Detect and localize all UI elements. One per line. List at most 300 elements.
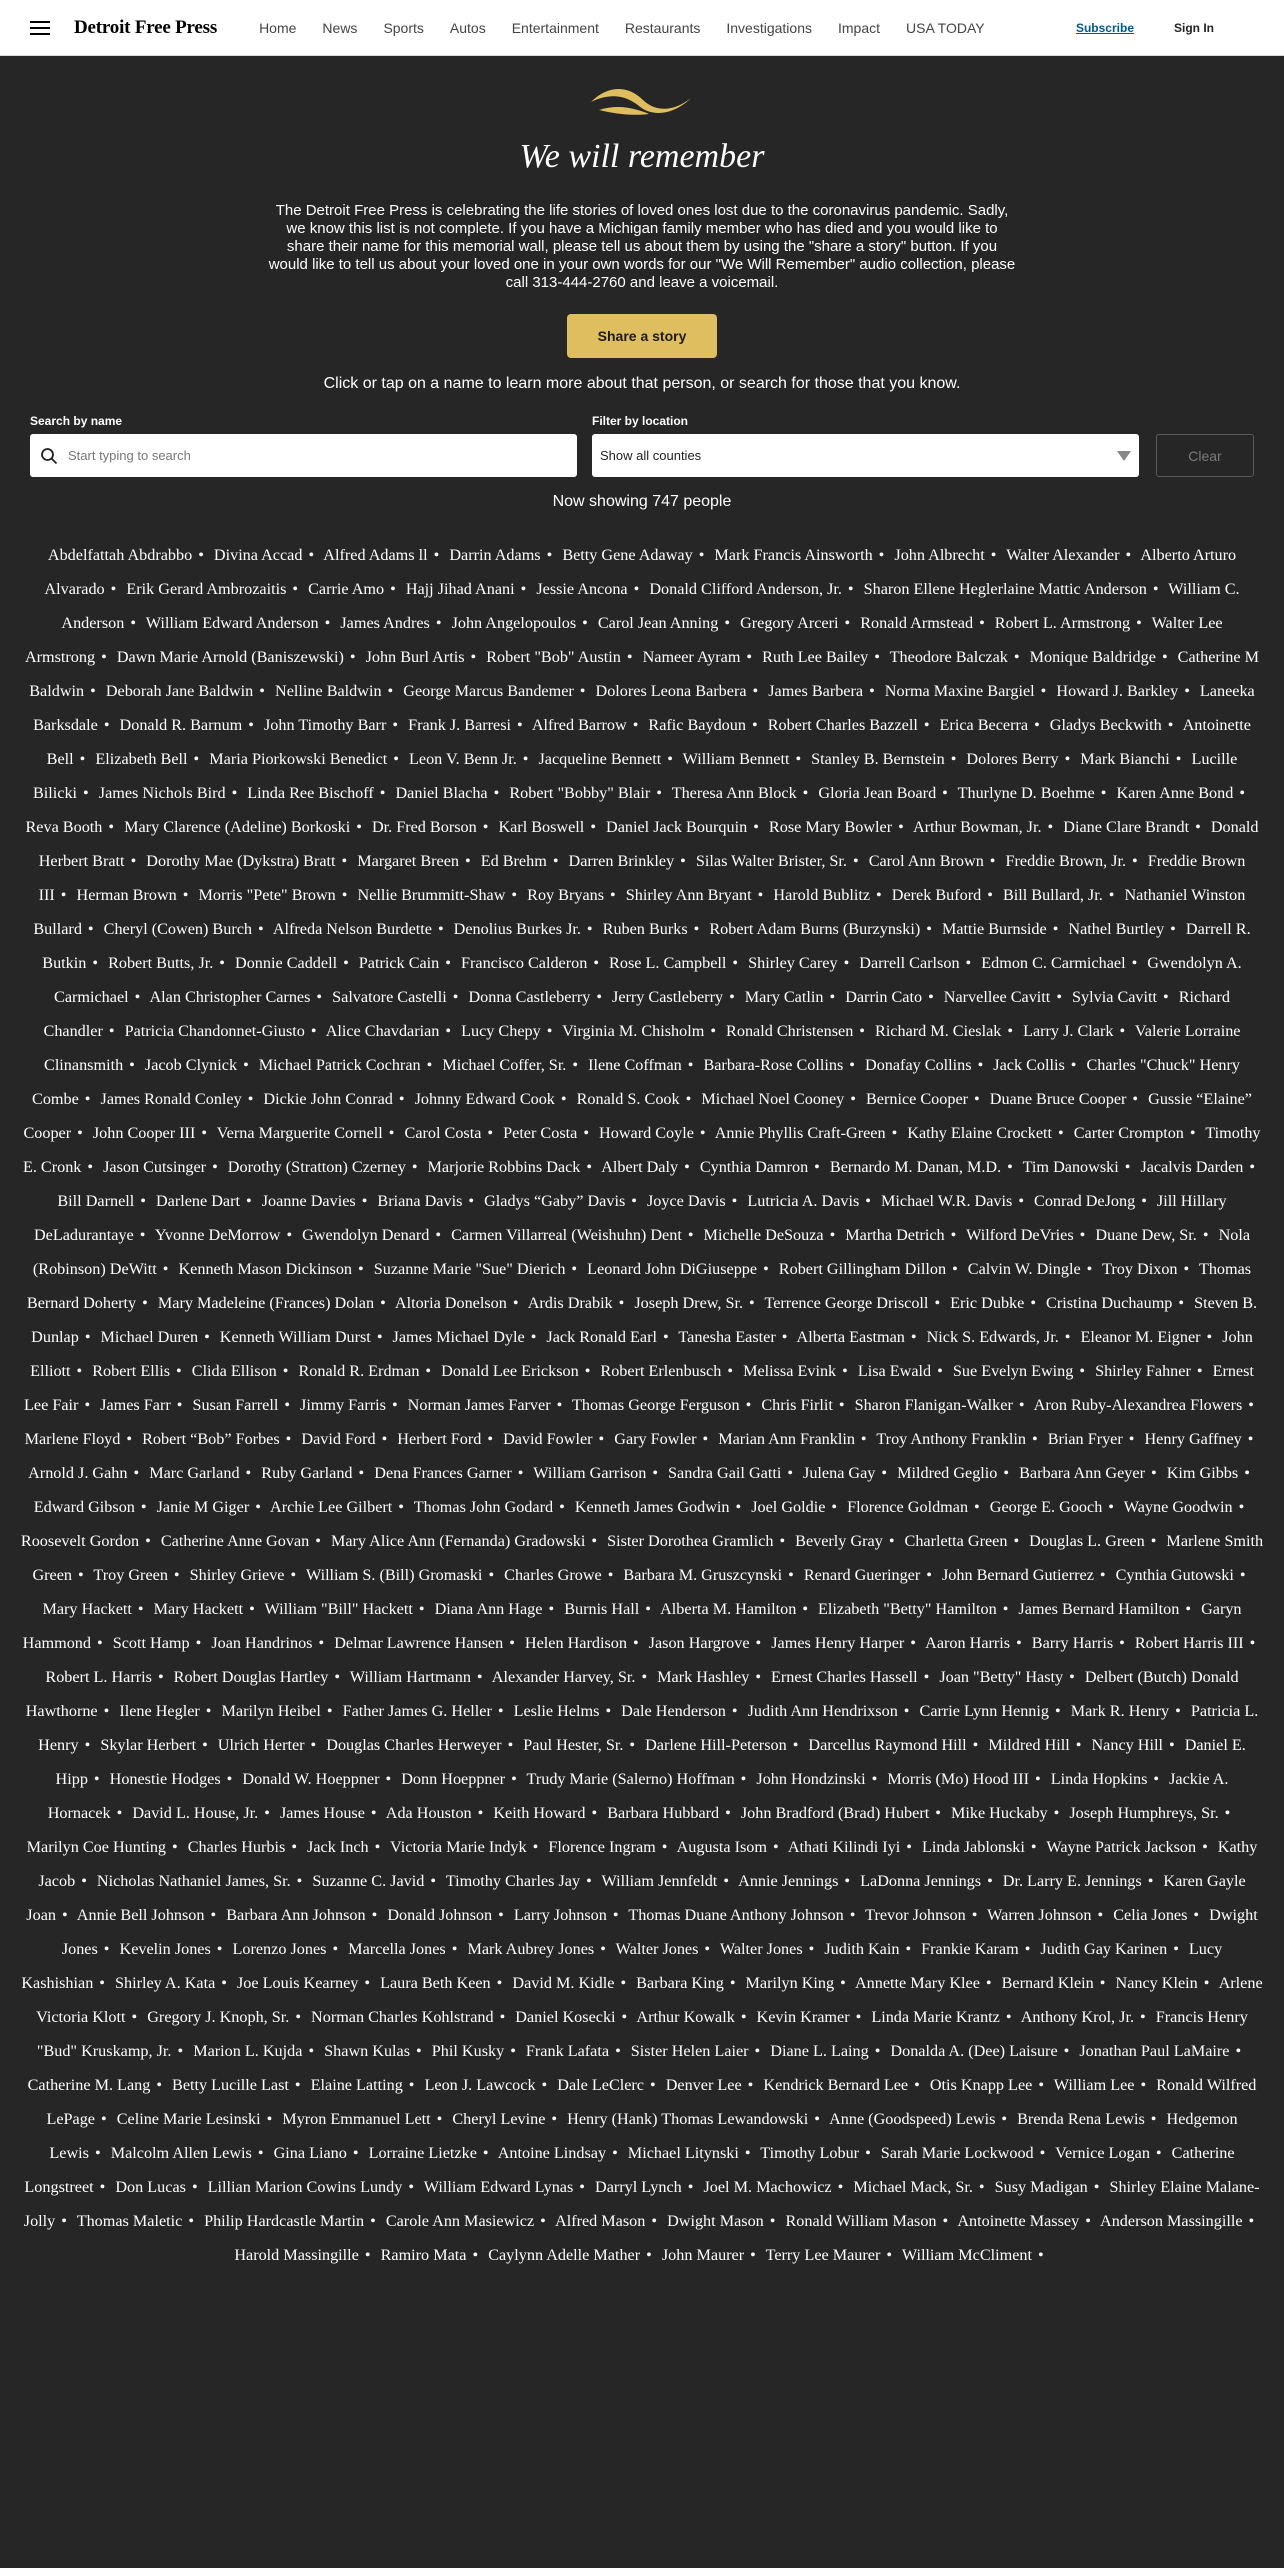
memorial-name[interactable]: Barbara-Rose Collins (703, 1056, 844, 1074)
memorial-name[interactable]: Darrin Adams (449, 546, 541, 564)
memorial-name[interactable]: Michael Mack, Sr. (853, 2178, 973, 2196)
memorial-name[interactable]: Salvatore Castelli (332, 988, 447, 1006)
memorial-name[interactable]: Martha Detrich (845, 1226, 945, 1244)
memorial-name[interactable]: Dolores Berry (966, 750, 1059, 768)
memorial-name[interactable]: Anne (Goodspeed) Lewis (829, 2110, 996, 2128)
memorial-name[interactable]: Don Lucas (115, 2178, 186, 2196)
memorial-name[interactable]: Deborah Jane Baldwin (105, 682, 254, 700)
nav-home[interactable]: Home (259, 19, 297, 36)
memorial-name[interactable]: Linda Ree Bischoff (247, 784, 374, 802)
memorial-name[interactable]: Dawn Marie Arnold (Baniszewski) (116, 648, 344, 666)
memorial-name[interactable]: Douglas L. Green (1029, 1532, 1145, 1550)
memorial-name[interactable]: Walter Jones (615, 1940, 699, 1958)
memorial-name[interactable]: Arthur Bowman, Jr. (912, 818, 1042, 836)
memorial-name[interactable]: Darrin Cato (845, 988, 923, 1006)
memorial-name[interactable]: Aron Ruby-Alexandrea Flowers (1033, 1396, 1243, 1414)
memorial-name[interactable]: Cristina Duchaump (1046, 1294, 1173, 1312)
memorial-name[interactable]: David Fowler (503, 1430, 593, 1448)
memorial-name[interactable]: Donald R. Barnum (119, 716, 243, 734)
memorial-name[interactable]: Carol Jean Anning (597, 614, 719, 632)
memorial-name[interactable]: Karen Anne Bond (1116, 784, 1234, 802)
memorial-name[interactable]: Anthony Krol, Jr. (1020, 2008, 1134, 2026)
memorial-name[interactable]: Nellie Brummitt-Shaw (357, 886, 506, 904)
memorial-name[interactable]: Mary Alice Ann (Fernanda) Gradowski (330, 1532, 586, 1550)
memorial-name[interactable]: Dorothy (Stratton) Czerney (227, 1158, 406, 1176)
memorial-name[interactable]: John Angelopoulos (451, 614, 577, 632)
memorial-name[interactable]: Nelline Baldwin (275, 682, 382, 700)
memorial-name[interactable]: Conrad DeJong (1034, 1192, 1136, 1210)
share-story-button[interactable]: Share a story (567, 314, 717, 358)
memorial-name[interactable]: Donald Lee Erickson (441, 1362, 579, 1380)
memorial-name[interactable]: Edmon C. Carmichael (981, 954, 1126, 972)
memorial-name[interactable]: Burnis Hall (564, 1600, 640, 1618)
memorial-name[interactable]: Robert L. Armstrong (994, 614, 1131, 632)
memorial-name[interactable]: Valerie Lorraine Clinansmith (44, 1022, 1241, 1074)
memorial-name[interactable]: Jack Collis (993, 1056, 1065, 1074)
memorial-name[interactable]: Annie Jennings (738, 1872, 839, 1890)
memorial-name[interactable]: Ed Brehm (480, 852, 547, 870)
memorial-name[interactable]: Ronald Armstead (860, 614, 974, 632)
memorial-name[interactable]: Kendrick Bernard Lee (763, 2076, 909, 2094)
memorial-name[interactable]: Stanley B. Bernstein (811, 750, 945, 768)
memorial-name[interactable]: Sue Evelyn Ewing (952, 1362, 1074, 1380)
memorial-name[interactable]: Gladys “Gaby” Davis (484, 1192, 626, 1210)
memorial-name[interactable]: Ronald William Mason (785, 2212, 937, 2230)
memorial-name[interactable]: Phil Kusky (431, 2042, 505, 2060)
memorial-name[interactable]: Ulrich Herter (217, 1736, 305, 1754)
memorial-name[interactable]: Barry Harris (1031, 1634, 1114, 1652)
memorial-name[interactable]: Nancy Hill (1091, 1736, 1163, 1754)
memorial-name[interactable]: Shirley Grieve (189, 1566, 285, 1584)
memorial-name[interactable]: Robert Ellis (92, 1362, 171, 1380)
memorial-name[interactable]: Leon V. Benn Jr. (409, 750, 517, 768)
memorial-name[interactable]: Henry Gaffney (1144, 1430, 1242, 1448)
memorial-name[interactable]: Peter Costa (503, 1124, 578, 1142)
memorial-name[interactable]: Carrie Amo (308, 580, 385, 598)
search-input[interactable] (68, 448, 548, 463)
memorial-name[interactable]: Gwendolyn A. Carmichael (54, 954, 1242, 1006)
memorial-name[interactable]: William Lee (1053, 2076, 1135, 2094)
memorial-name[interactable]: Robert Charles Bazzell (767, 716, 918, 734)
memorial-name[interactable]: Lucy Chepy (461, 1022, 541, 1040)
memorial-name[interactable]: Nancy Klein (1115, 1974, 1198, 1992)
memorial-name[interactable]: Michael Noel Cooney (701, 1090, 845, 1108)
memorial-name[interactable]: Scott Hamp (112, 1634, 190, 1652)
memorial-name[interactable]: Susan Farrell (192, 1396, 279, 1414)
memorial-name[interactable]: Walter Lee Armstrong (24, 614, 1223, 666)
memorial-name[interactable]: Calvin W. Dingle (967, 1260, 1081, 1278)
memorial-name[interactable]: William Hartmann (349, 1668, 471, 1686)
memorial-name[interactable]: Judith Kain (824, 1940, 900, 1958)
memorial-name[interactable]: Donalda A. (Dee) Laisure (890, 2042, 1058, 2060)
memorial-name[interactable]: Joseph Humphreys, Sr. (1069, 1804, 1219, 1822)
memorial-name[interactable]: Nicholas Nathaniel James, Sr. (96, 1872, 291, 1890)
memorial-name[interactable]: Kenneth William Durst (219, 1328, 371, 1346)
memorial-name[interactable]: Donald Johnson (387, 1906, 493, 1924)
memorial-name[interactable]: James Henry Harper (771, 1634, 905, 1652)
memorial-name[interactable]: Daniel E. Hipp (55, 1736, 1246, 1788)
memorial-name[interactable]: Lorraine Lietzke (368, 2144, 477, 2162)
memorial-name[interactable]: Denver Lee (665, 2076, 742, 2094)
memorial-name[interactable]: Morris (Mo) Hood III (887, 1770, 1029, 1788)
memorial-name[interactable]: Marc Garland (149, 1464, 240, 1482)
memorial-name[interactable]: Ruby Garland (261, 1464, 353, 1482)
memorial-name[interactable]: Gregory Arceri (740, 614, 839, 632)
memorial-name[interactable]: Mary Catlin (744, 988, 824, 1006)
memorial-name[interactable]: Joel Goldie (751, 1498, 826, 1516)
memorial-name[interactable]: Catherine Longstreet (24, 2144, 1235, 2196)
memorial-name[interactable]: Daniel Blacha (395, 784, 488, 802)
memorial-name[interactable]: Donafay Collins (865, 1056, 972, 1074)
memorial-name[interactable]: Antoinette Massey (957, 2212, 1080, 2230)
memorial-name[interactable]: Archie Lee Gilbert (270, 1498, 393, 1516)
memorial-name[interactable]: Wayne Patrick Jackson (1046, 1838, 1197, 1856)
memorial-name[interactable]: Alan Christopher Carnes (149, 988, 311, 1006)
memorial-name[interactable]: Dr. Larry E. Jennings (1002, 1872, 1142, 1890)
memorial-name[interactable]: Tim Danowski (1022, 1158, 1119, 1176)
memorial-name[interactable]: Ronald Wilfred LePage (46, 2076, 1257, 2128)
memorial-name[interactable]: Donald Herbert Bratt (38, 818, 1259, 870)
memorial-name[interactable]: Ramiro Mata (380, 2246, 467, 2264)
memorial-name[interactable]: Janie M Giger (156, 1498, 250, 1516)
memorial-name[interactable]: Timothy Charles Jay (445, 1872, 581, 1890)
memorial-name[interactable]: Mike Huckaby (950, 1804, 1048, 1822)
memorial-name[interactable]: Diana Ann Hage (434, 1600, 543, 1618)
memorial-name[interactable]: Troy Dixon (1102, 1260, 1178, 1278)
memorial-name[interactable]: Ronald Christensen (726, 1022, 854, 1040)
memorial-name[interactable]: George E. Gooch (989, 1498, 1103, 1516)
memorial-name[interactable]: Darryl Lynch (595, 2178, 682, 2196)
memorial-name[interactable]: Larry Johnson (513, 1906, 607, 1924)
memorial-name[interactable]: Helen Hardison (524, 1634, 627, 1652)
memorial-name[interactable]: Carmen Villarreal (Weishuhn) Dent (451, 1226, 682, 1244)
memorial-name[interactable]: Ernest Lee Fair (24, 1362, 1254, 1414)
memorial-name[interactable]: Arthur Kowalk (636, 2008, 735, 2026)
memorial-name[interactable]: Cynthia Gutowski (1115, 1566, 1234, 1584)
memorial-name[interactable]: Erik Gerard Ambrozaitis (126, 580, 287, 598)
memorial-name[interactable]: Mark R. Henry (1070, 1702, 1170, 1720)
memorial-name[interactable]: Francisco Calderon (461, 954, 588, 972)
memorial-name[interactable]: Gina Liano (273, 2144, 347, 2162)
memorial-name[interactable]: Troy Anthony Franklin (876, 1430, 1026, 1448)
memorial-name[interactable]: Kenneth Mason Dickinson (178, 1260, 353, 1278)
memorial-name[interactable]: Frank Lafata (525, 2042, 610, 2060)
memorial-name[interactable]: Marilyn Heibel (221, 1702, 321, 1720)
memorial-name[interactable]: Dolores Leona Barbera (595, 682, 747, 700)
memorial-name[interactable]: Verna Marguerite Cornell (216, 1124, 383, 1142)
memorial-name[interactable]: John Elliott (30, 1328, 1253, 1380)
memorial-name[interactable]: Nick S. Edwards, Jr. (926, 1328, 1059, 1346)
memorial-name[interactable]: Shirley A. Kata (115, 1974, 216, 1992)
memorial-name[interactable]: Joseph Drew, Sr. (634, 1294, 744, 1312)
memorial-name[interactable]: Silas Walter Brister, Sr. (695, 852, 847, 870)
memorial-name[interactable]: Skylar Herbert (100, 1736, 197, 1754)
memorial-name[interactable]: Joan "Betty" Hasty (939, 1668, 1064, 1686)
memorial-name[interactable]: Dwight Mason (667, 2212, 764, 2230)
memorial-name[interactable]: Alberto Arturo Alvarado (44, 546, 1237, 598)
memorial-name[interactable]: Eric Dubke (950, 1294, 1025, 1312)
memorial-name[interactable]: Lisa Ewald (857, 1362, 932, 1380)
memorial-name[interactable]: Bernard Klein (1001, 1974, 1094, 1992)
memorial-name[interactable]: Kim Gibbs (1166, 1464, 1239, 1482)
memorial-name[interactable]: John Maurer (661, 2246, 745, 2264)
memorial-name[interactable]: Jessie Ancona (536, 580, 628, 598)
memorial-name[interactable]: Delbert (Butch) Donald Hawthorne (25, 1668, 1239, 1720)
memorial-name[interactable]: Theodore Balczak (889, 648, 1008, 666)
memorial-name[interactable]: Mark Hashley (657, 1668, 750, 1686)
memorial-name[interactable]: Robert “Bob” Forbes (142, 1430, 280, 1448)
memorial-name[interactable]: Thomas Maletic (76, 2212, 183, 2230)
memorial-name[interactable]: Jimmy Farris (300, 1396, 386, 1414)
memorial-name[interactable]: Kathy Jacob (38, 1838, 1258, 1890)
memorial-name[interactable]: Terrence George Driscoll (764, 1294, 929, 1312)
memorial-name[interactable]: Henry (Hank) Thomas Lewandowski (567, 2110, 809, 2128)
menu-icon[interactable] (30, 21, 50, 35)
memorial-name[interactable]: Jill Hillary DeLadurantaye (33, 1192, 1227, 1244)
memorial-name[interactable]: Narvellee Cavitt (943, 988, 1051, 1006)
memorial-name[interactable]: Sharon Flanigan-Walker (854, 1396, 1013, 1414)
memorial-name[interactable]: Troy Green (93, 1566, 168, 1584)
nav-restaurants[interactable]: Restaurants (624, 19, 701, 36)
memorial-name[interactable]: Shawn Kulas (324, 2042, 411, 2060)
memorial-name[interactable]: Leslie Helms (513, 1702, 600, 1720)
memorial-name[interactable]: Honestie Hodges (109, 1770, 221, 1788)
memorial-name[interactable]: Julena Gay (803, 1464, 876, 1482)
memorial-name[interactable]: Dickie John Conrad (263, 1090, 393, 1108)
memorial-name[interactable]: LaDonna Jennings (860, 1872, 982, 1890)
memorial-name[interactable]: Jack Inch (307, 1838, 369, 1856)
memorial-name[interactable]: Michael Litynski (627, 2144, 739, 2162)
clear-button[interactable]: Clear (1156, 434, 1254, 477)
memorial-name[interactable]: Alexander Harvey, Sr. (491, 1668, 636, 1686)
memorial-name[interactable]: Linda Jablonski (921, 1838, 1025, 1856)
memorial-name[interactable]: Robert Gillingham Dillon (778, 1260, 947, 1278)
memorial-name[interactable]: Arnold J. Gahn (28, 1464, 128, 1482)
memorial-name[interactable]: James House (279, 1804, 365, 1822)
memorial-name[interactable]: Brenda Rena Lewis (1017, 2110, 1145, 2128)
memorial-name[interactable]: Sharon Ellene Heglerlaine Mattic Anderson (863, 580, 1147, 598)
nav-news[interactable]: News (322, 19, 358, 36)
memorial-name[interactable]: Karen Gayle Joan (26, 1872, 1246, 1924)
memorial-name[interactable]: Judith Gay Karinen (1040, 1940, 1168, 1958)
memorial-name[interactable]: Hedgemon Lewis (49, 2110, 1238, 2162)
memorial-name[interactable]: Darlene Hill-Peterson (645, 1736, 787, 1754)
memorial-name[interactable]: Derek Buford (891, 886, 982, 904)
memorial-name[interactable]: Daniel Jack Bourquin (606, 818, 748, 836)
memorial-name[interactable]: Nola (Robinson) DeWitt (32, 1226, 1251, 1278)
memorial-name[interactable]: Sandra Gail Gatti (668, 1464, 782, 1482)
memorial-name[interactable]: Duane Dew, Sr. (1095, 1226, 1197, 1244)
memorial-name[interactable]: Mark Bianchi (1080, 750, 1170, 768)
memorial-name[interactable]: Steven B. Dunlap (31, 1294, 1258, 1346)
memorial-name[interactable]: Robert "Bob" Austin (486, 648, 621, 666)
memorial-name[interactable]: John Hondzinski (756, 1770, 866, 1788)
memorial-name[interactable]: Lucy Kashishian (21, 1940, 1223, 1992)
memorial-name[interactable]: Paul Hester, Sr. (523, 1736, 624, 1754)
memorial-name[interactable]: Ernest Charles Hassell (771, 1668, 918, 1686)
memorial-name[interactable]: James Michael Dyle (392, 1328, 525, 1346)
memorial-name[interactable]: Florence Goldman (847, 1498, 969, 1516)
memorial-name[interactable]: Frankie Karam (921, 1940, 1019, 1958)
memorial-name[interactable]: Gary Fowler (614, 1430, 697, 1448)
memorial-name[interactable]: Gwendolyn Denard (302, 1226, 430, 1244)
memorial-name[interactable]: Johnny Edward Cook (414, 1090, 555, 1108)
memorial-name[interactable]: Gladys Beckwith (1049, 716, 1162, 734)
memorial-name[interactable]: Joanne Davies (261, 1192, 356, 1210)
memorial-name[interactable]: Darcellus Raymond Hill (808, 1736, 967, 1754)
memorial-name[interactable]: James Farr (100, 1396, 171, 1414)
memorial-name[interactable]: Alfred Adams ll (323, 546, 428, 564)
memorial-name[interactable]: Robert Butts, Jr. (108, 954, 214, 972)
memorial-name[interactable]: Dena Frances Garner (374, 1464, 512, 1482)
memorial-name[interactable]: Margaret Breen (357, 852, 459, 870)
memorial-name[interactable]: Dwight Jones (61, 1906, 1258, 1958)
memorial-name[interactable]: Charletta Green (904, 1532, 1008, 1550)
memorial-name[interactable]: Howard Coyle (599, 1124, 694, 1142)
memorial-name[interactable]: Alberta Eastman (796, 1328, 905, 1346)
memorial-name[interactable]: James Nichols Bird (98, 784, 226, 802)
memorial-name[interactable]: Darrell Carlson (859, 954, 960, 972)
memorial-name[interactable]: Athati Kilindi Iyi (787, 1838, 901, 1856)
memorial-name[interactable]: Vernice Logan (1055, 2144, 1150, 2162)
memorial-name[interactable]: Larry J. Clark (1023, 1022, 1114, 1040)
memorial-name[interactable]: Jacalvis Darden (1140, 1158, 1244, 1176)
memorial-name[interactable]: Marlene Floyd (24, 1430, 121, 1448)
memorial-name[interactable]: Denolius Burkes Jr. (453, 920, 581, 938)
nav-investigations[interactable]: Investigations (726, 19, 812, 36)
memorial-name[interactable]: Marilyn Coe Hunting (26, 1838, 167, 1856)
memorial-name[interactable]: Cheryl Levine (452, 2110, 546, 2128)
memorial-name[interactable]: Carol Costa (404, 1124, 482, 1142)
memorial-name[interactable]: Caylynn Adelle Mather (488, 2246, 641, 2264)
memorial-name[interactable]: William Bennett (682, 750, 790, 768)
memorial-name[interactable]: Theresa Ann Block (671, 784, 797, 802)
memorial-name[interactable]: Betty Gene Adaway (562, 546, 693, 564)
memorial-name[interactable]: Marcella Jones (348, 1940, 446, 1958)
memorial-name[interactable]: Erica Becerra (939, 716, 1029, 734)
memorial-name[interactable]: Mary Madeleine (Frances) Dolan (157, 1294, 375, 1312)
memorial-name[interactable]: Celia Jones (1113, 1906, 1188, 1924)
memorial-name[interactable]: Michael W.R. Davis (881, 1192, 1013, 1210)
memorial-name[interactable]: Florence Ingram (548, 1838, 656, 1856)
memorial-name[interactable]: Bernardo M. Danan, M.D. (829, 1158, 1002, 1176)
memorial-name[interactable]: Clida Ellison (191, 1362, 277, 1380)
memorial-name[interactable]: James Ronald Conley (100, 1090, 242, 1108)
memorial-name[interactable]: Carrie Lynn Hennig (919, 1702, 1049, 1720)
memorial-name[interactable]: Wilford DeVries (966, 1226, 1074, 1244)
memorial-name[interactable]: Mildred Geglio (897, 1464, 998, 1482)
memorial-name[interactable]: Leon J. Lawcock (424, 2076, 536, 2094)
memorial-name[interactable]: Timothy Lobur (760, 2144, 860, 2162)
memorial-name[interactable]: Leonard John DiGiuseppe (587, 1260, 758, 1278)
memorial-name[interactable]: Elizabeth Bell (95, 750, 188, 768)
memorial-name[interactable]: Barbara King (636, 1974, 724, 1992)
memorial-name[interactable]: Charles Growe (504, 1566, 602, 1584)
memorial-name[interactable]: Carter Crompton (1073, 1124, 1184, 1142)
memorial-name[interactable]: Shirley Ann Bryant (625, 886, 752, 904)
memorial-name[interactable]: Sylvia Cavitt (1072, 988, 1158, 1006)
memorial-name[interactable]: Barbara M. Gruszcynski (623, 1566, 783, 1584)
memorial-name[interactable]: Charles Hurbis (187, 1838, 286, 1856)
memorial-name[interactable]: Richard Chandler (43, 988, 1230, 1040)
memorial-name[interactable]: Sarah Marie Lockwood (880, 2144, 1034, 2162)
memorial-name[interactable]: Norman Charles Kohlstrand (311, 2008, 494, 2026)
memorial-name[interactable]: George Marcus Bandemer (403, 682, 574, 700)
memorial-name[interactable]: Marjorie Robbins Dack (427, 1158, 581, 1176)
memorial-name[interactable]: Kevelin Jones (119, 1940, 211, 1958)
memorial-name[interactable]: William Edward Anderson (145, 614, 319, 632)
memorial-name[interactable]: Eleanor M. Eigner (1080, 1328, 1201, 1346)
memorial-name[interactable]: Dr. Fred Borson (371, 818, 477, 836)
memorial-name[interactable]: Father James G. Heller (342, 1702, 492, 1720)
memorial-name[interactable]: Delmar Lawrence Hansen (334, 1634, 504, 1652)
memorial-name[interactable]: Mark Aubrey Jones (467, 1940, 595, 1958)
memorial-name[interactable]: Thomas Bernard Doherty (26, 1260, 1252, 1312)
memorial-name[interactable]: Catherine M Baldwin (29, 648, 1260, 700)
memorial-name[interactable]: David Ford (301, 1430, 376, 1448)
memorial-name[interactable]: Alberta M. Hamilton (660, 1600, 797, 1618)
memorial-name[interactable]: Robert Erlenbusch (600, 1362, 722, 1380)
memorial-name[interactable]: Carol Ann Brown (868, 852, 984, 870)
memorial-name[interactable]: Annie Bell Johnson (76, 1906, 205, 1924)
memorial-name[interactable]: Nathaniel Winston Bullard (33, 886, 1246, 938)
site-logo[interactable]: Detroit Free Press (74, 16, 218, 38)
memorial-name[interactable]: Abdelfattah Abdrabbo (47, 546, 193, 564)
memorial-name[interactable]: Duane Bruce Cooper (989, 1090, 1127, 1108)
memorial-name[interactable]: Garyn Hammond (22, 1600, 1242, 1652)
memorial-name[interactable]: Jason Cutsinger (103, 1158, 207, 1176)
memorial-name[interactable]: Gloria Jean Board (818, 784, 937, 802)
memorial-name[interactable]: Robert Harris III (1134, 1634, 1244, 1652)
memorial-name[interactable]: Nathel Burtley (1068, 920, 1165, 938)
memorial-name[interactable]: Linda Hopkins (1050, 1770, 1148, 1788)
memorial-name[interactable]: James Andres (340, 614, 430, 632)
memorial-name[interactable]: William McCliment (901, 2246, 1032, 2264)
memorial-name[interactable]: Elaine Latting (310, 2076, 403, 2094)
memorial-name[interactable]: Annie Phyllis Craft-Green (714, 1124, 886, 1142)
memorial-name[interactable]: Douglas Charles Herweyer (326, 1736, 502, 1754)
memorial-name[interactable]: Marian Ann Franklin (718, 1430, 855, 1448)
memorial-name[interactable]: Edward Gibson (33, 1498, 135, 1516)
memorial-name[interactable]: Albert Daly (601, 1158, 679, 1176)
memorial-name[interactable]: Antoine Lindsay (497, 2144, 607, 2162)
memorial-name[interactable]: Timothy E. Cronk (22, 1124, 1261, 1176)
memorial-name[interactable]: William Edward Lynas (423, 2178, 574, 2196)
memorial-name[interactable]: Renard Gueringer (803, 1566, 921, 1584)
memorial-name[interactable]: Ronald R. Erdman (298, 1362, 420, 1380)
memorial-name[interactable]: Beverly Gray (795, 1532, 883, 1550)
memorial-name[interactable]: Charles "Chuck" Henry Combe (32, 1056, 1240, 1108)
memorial-name[interactable]: Kathy Elaine Crockett (907, 1124, 1053, 1142)
memorial-name[interactable]: John Burl Artis (365, 648, 465, 666)
memorial-name[interactable]: Patricia Chandonnet-Giusto (124, 1022, 305, 1040)
memorial-name[interactable]: William "Bill" Hackett (264, 1600, 413, 1618)
memorial-name[interactable]: Roosevelt Gordon (20, 1532, 140, 1550)
memorial-name[interactable]: Diane L. Laing (770, 2042, 869, 2060)
memorial-name[interactable]: Herbert Ford (397, 1430, 482, 1448)
memorial-name[interactable]: Frank J. Barresi (408, 716, 512, 734)
memorial-name[interactable]: Thomas George Ferguson (572, 1396, 740, 1414)
memorial-name[interactable]: Betty Lucille Last (172, 2076, 289, 2094)
memorial-name[interactable]: Morris "Pete" Brown (198, 886, 336, 904)
memorial-name[interactable]: Mary Hackett (153, 1600, 244, 1618)
memorial-name[interactable]: Ruth Lee Bailey (762, 648, 869, 666)
memorial-name[interactable]: Alice Chavdarian (325, 1022, 440, 1040)
memorial-name[interactable]: Ilene Hegler (119, 1702, 200, 1720)
memorial-name[interactable]: Karl Boswell (498, 818, 585, 836)
memorial-name[interactable]: Alfreda Nelson Burdette (272, 920, 432, 938)
memorial-name[interactable]: Mark Francis Ainsworth (714, 546, 873, 564)
